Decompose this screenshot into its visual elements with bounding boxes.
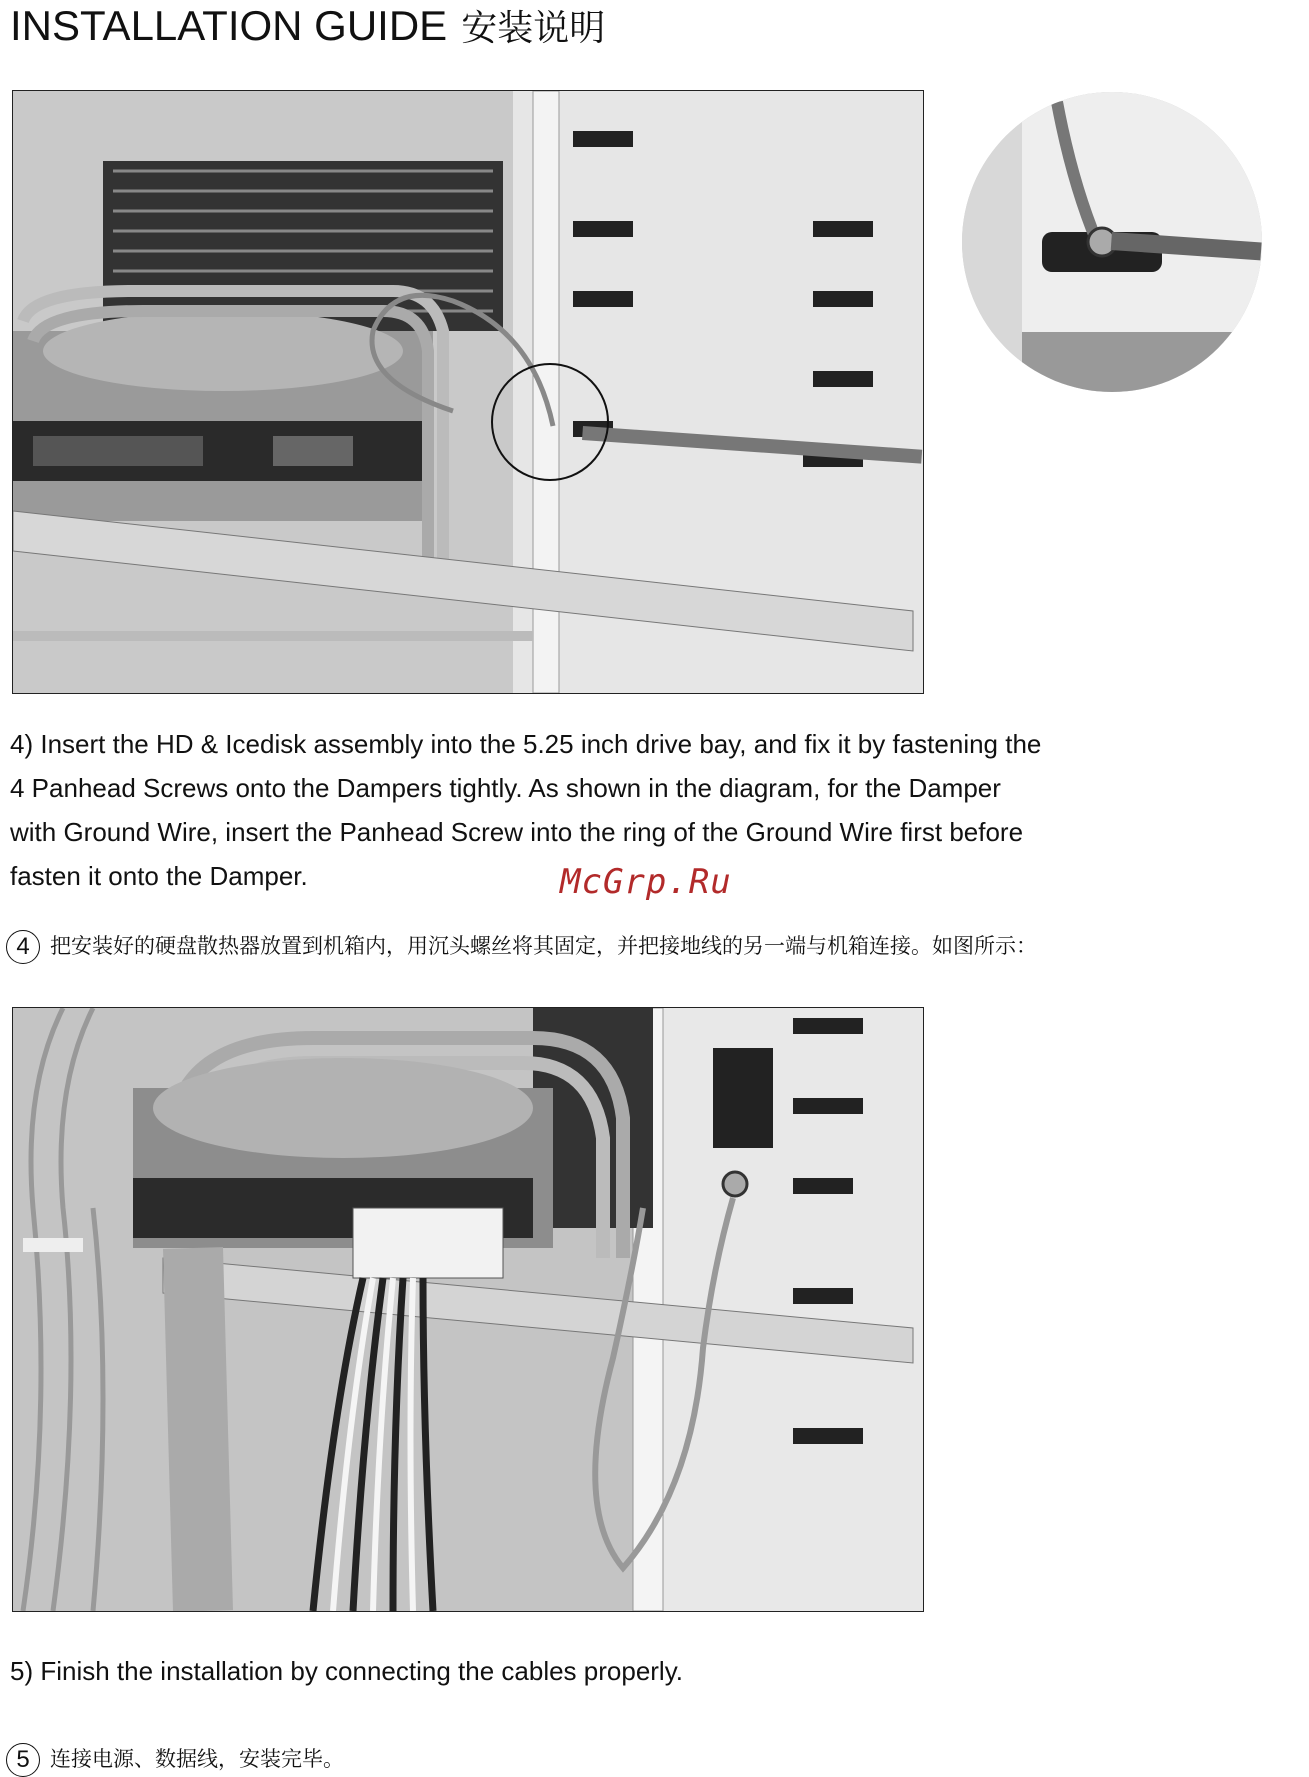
closeup-inset-photo: [962, 92, 1262, 392]
page-title: [10, 0, 605, 51]
step4-instructions: [10, 722, 1041, 898]
installation-photo-step4: [12, 90, 924, 694]
step5-chinese-instruction: [6, 1743, 344, 1777]
step5-chinese-text: 连接电源、数据线，安装完毕。: [50, 1747, 344, 1771]
title-chinese: 安装说明: [461, 8, 606, 49]
step-number-badge: 4: [6, 930, 40, 964]
step4-line: 4 Panhead Screws onto the Dampers tightly. As shown in the diagram, for the Damper: [10, 773, 1001, 803]
step4-line: fasten it onto the Damper.: [10, 861, 308, 891]
step-number-badge: 5: [6, 1743, 40, 1777]
title-english: INSTALLATION GUIDE: [10, 2, 448, 49]
step4-line: 4) Insert the HD & Icedisk assembly into the 5.25 inch drive bay, and fix it by fastening the: [10, 729, 1042, 759]
step4-line: with Ground Wire, insert the Panhead Screw into the ring of the Ground Wire first before: [10, 817, 1024, 847]
step5-instructions: [10, 1649, 683, 1693]
watermark-text: McGrp.Ru: [560, 862, 732, 902]
installation-photo-step5: [12, 1007, 924, 1612]
step4-chinese-text: 把安装好的硬盘散热器放置到机箱内，用沉头螺丝将其固定，并把接地线的另一端与机箱连接。如图所示：: [50, 934, 1037, 958]
step4-chinese-instruction: [6, 930, 1037, 964]
step5-line: 5) Finish the installation by connecting the cables properly.: [10, 1656, 684, 1686]
